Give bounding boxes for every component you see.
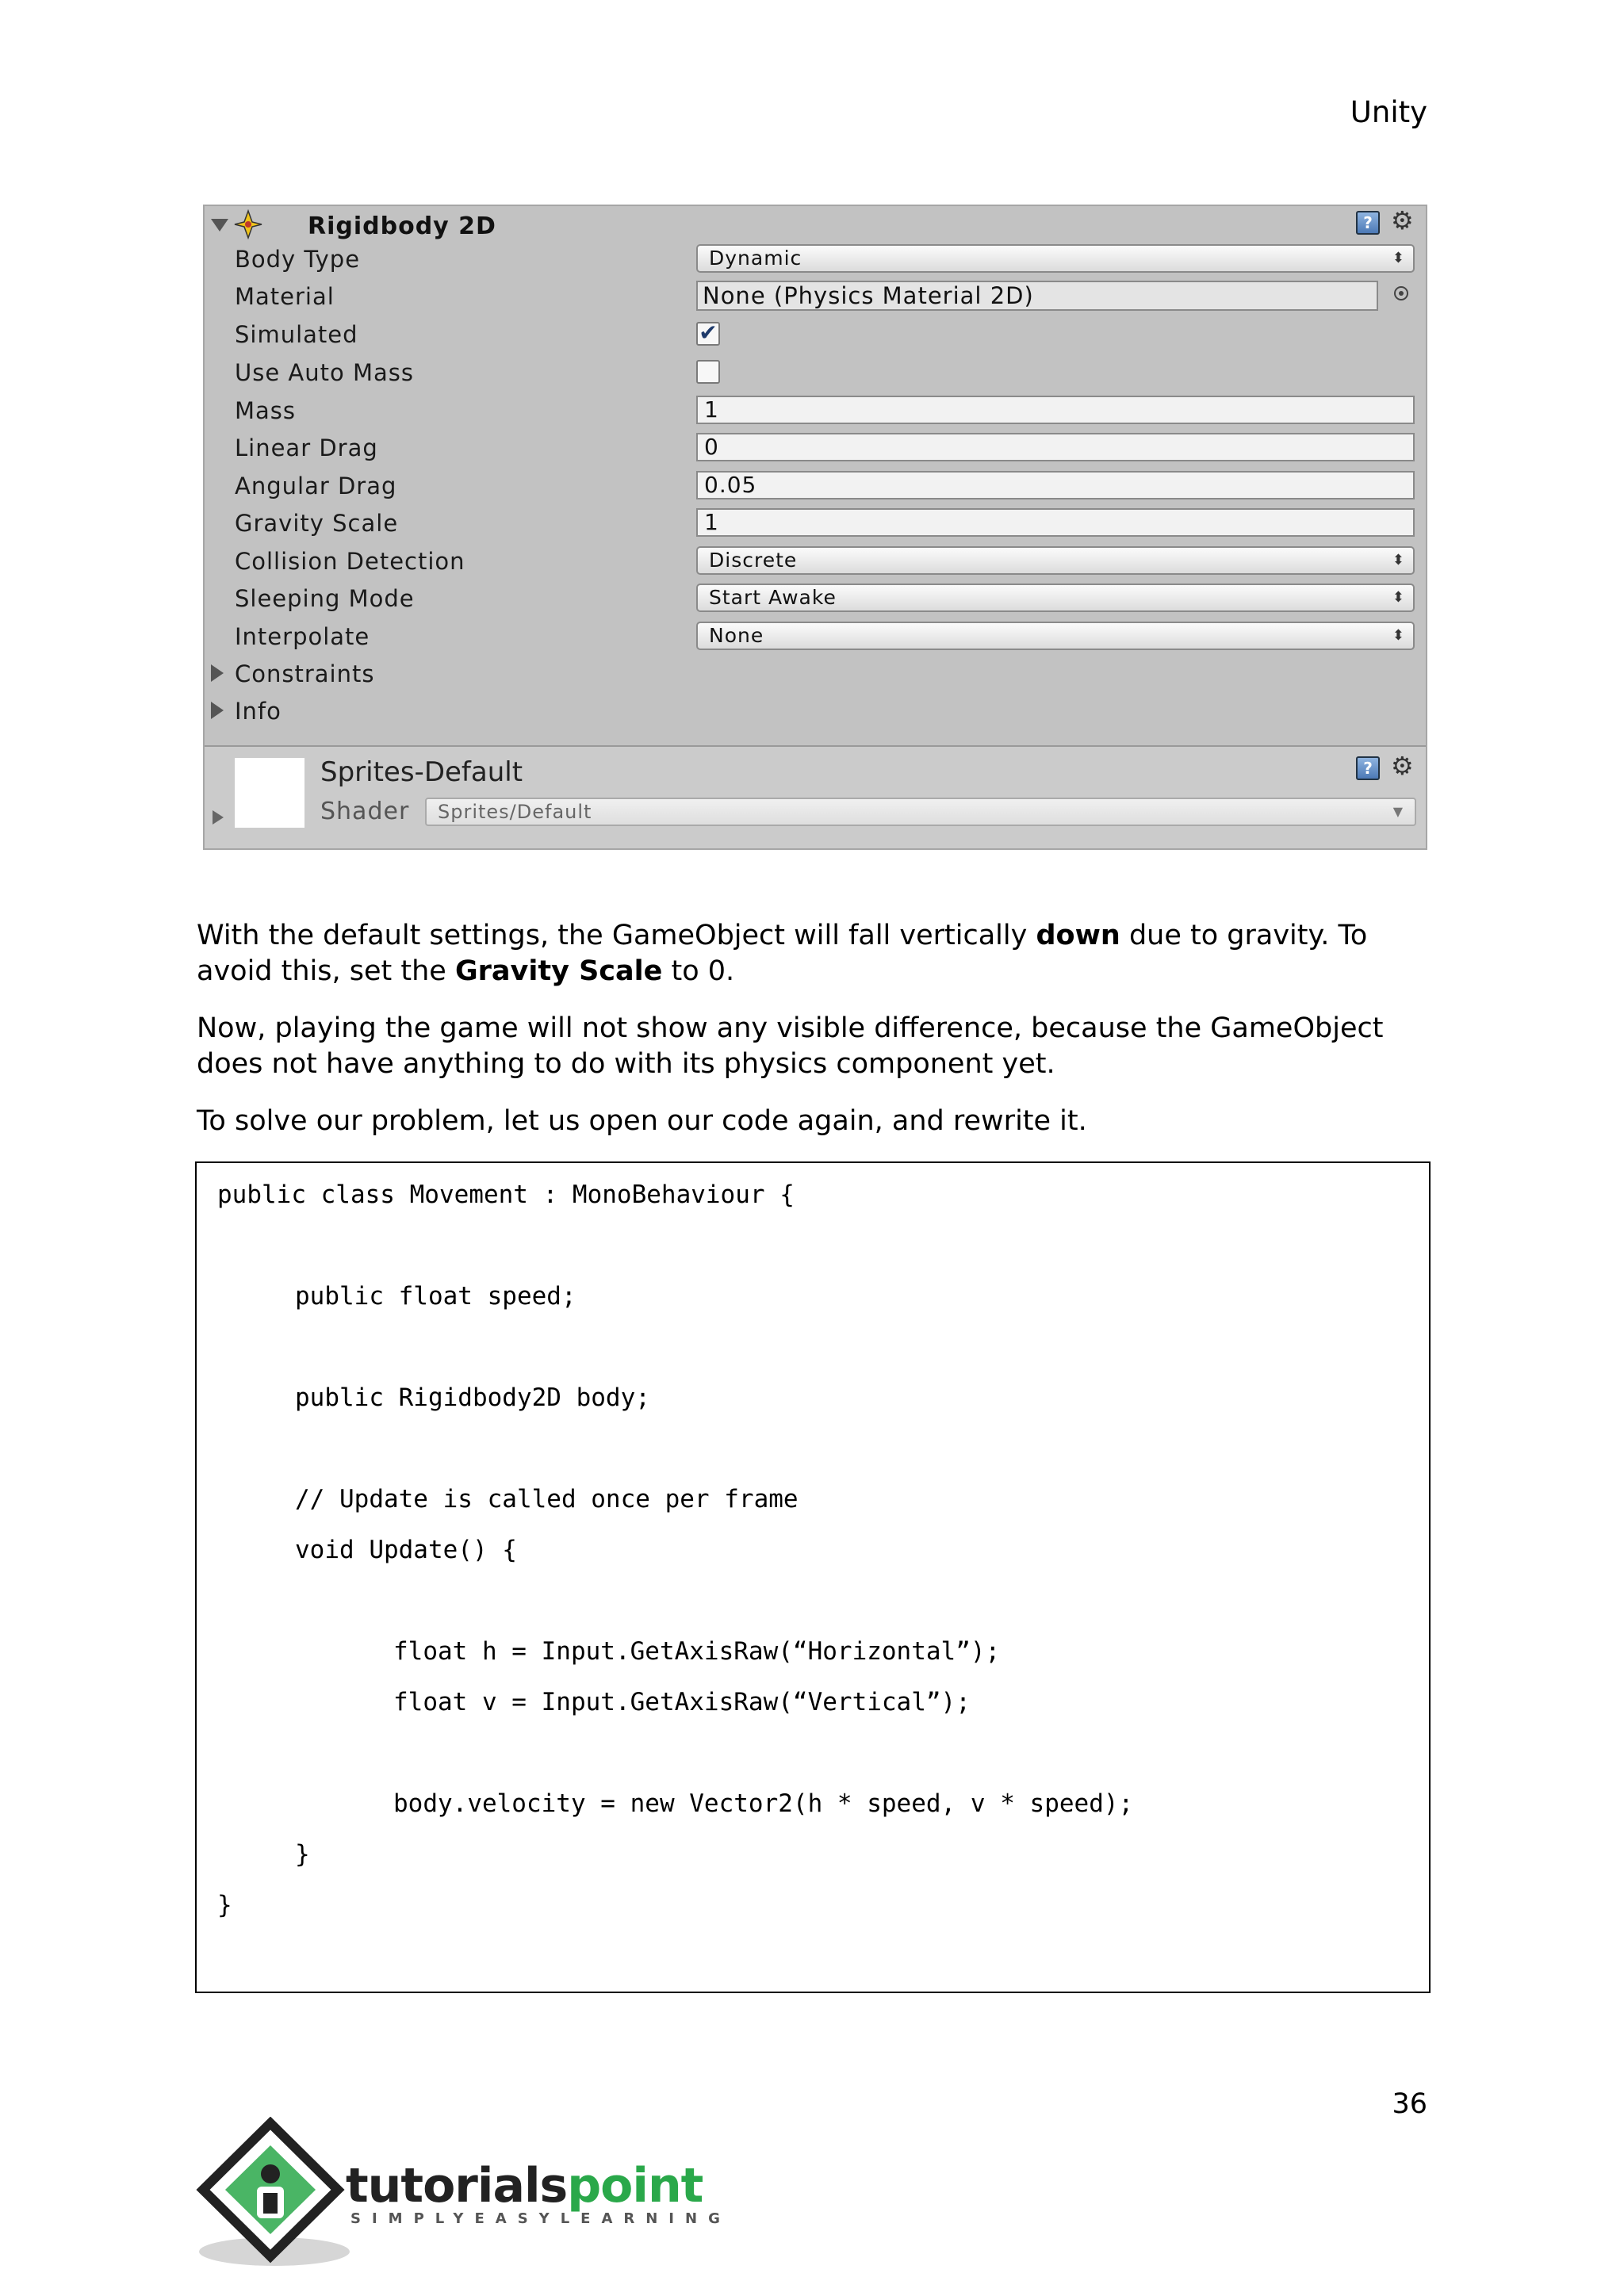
field-label: Linear Drag: [235, 434, 378, 461]
material-section: [205, 747, 1426, 848]
component-title: Rigidbody 2D: [308, 212, 496, 240]
row-mass: [205, 392, 1426, 427]
foldout-label: Info: [235, 698, 282, 725]
code-line: void Update() {: [295, 1536, 517, 1564]
foldout-info[interactable]: [205, 693, 1426, 728]
interpolate-dropdown[interactable]: [696, 622, 1415, 650]
row-collision-detection: [205, 543, 1426, 578]
row-angular-drag: [205, 468, 1426, 503]
code-line: public class Movement : MonoBehaviour {: [217, 1181, 795, 1209]
field-label: Material: [235, 283, 335, 310]
text-run: due to gravity. To avoid this, set the: [197, 920, 1368, 987]
rigidbody2d-inspector: [203, 205, 1427, 850]
logo-text-part2: point: [567, 2158, 703, 2214]
row-use-auto-mass: [205, 354, 1426, 389]
bold-text: down: [1036, 920, 1120, 951]
tutorialspoint-logo: [195, 2117, 731, 2275]
running-header: Unity: [1350, 95, 1427, 129]
logo-text-part1: tutorials: [346, 2158, 568, 2214]
field-label: Mass: [235, 397, 297, 424]
code-line: }: [217, 1891, 232, 1919]
dropdown-arrows-icon: ⬍: [1392, 589, 1405, 606]
angular-drag-input[interactable]: 0.05: [696, 471, 1415, 499]
chevron-down-icon: ▼: [1392, 804, 1404, 819]
row-simulated: [205, 316, 1426, 351]
code-line: public float speed;: [295, 1282, 576, 1311]
field-label: Sleeping Mode: [235, 585, 415, 612]
expand-arrow-icon[interactable]: [211, 702, 224, 719]
logo-emblem-icon: [195, 2117, 354, 2275]
row-sleeping-mode: [205, 580, 1426, 615]
dropdown-value: Discrete: [709, 549, 798, 572]
field-label: Use Auto Mass: [235, 359, 414, 386]
material-preview: [235, 758, 304, 828]
rigidbody-icon: [233, 209, 263, 239]
row-linear-drag: [205, 430, 1426, 465]
bold-text: Gravity Scale: [454, 955, 663, 987]
mass-input[interactable]: 1: [696, 396, 1415, 424]
material-object-field[interactable]: None (Physics Material 2D): [696, 281, 1378, 311]
expand-arrow-icon[interactable]: [211, 664, 224, 682]
code-line: body.velocity = new Vector2(h * speed, v * speed);: [393, 1789, 1134, 1818]
body-type-dropdown[interactable]: [696, 244, 1415, 273]
paragraph-no-difference: Now, playing the game will not show any visible difference, because the GameObject does not have anything to do with its physics component yet.: [197, 1012, 1384, 1080]
dropdown-value: Dynamic: [709, 247, 802, 270]
paragraph-solve: To solve our problem, let us open our code again, and rewrite it.: [197, 1105, 1087, 1137]
text-run: to 0.: [662, 955, 735, 987]
linear-drag-input[interactable]: 0: [696, 433, 1415, 461]
paragraph-gravity: [197, 918, 1431, 989]
field-label: Body Type: [235, 246, 361, 273]
dropdown-value: None: [709, 624, 764, 647]
code-line: }: [295, 1840, 310, 1869]
dropdown-arrows-icon: ⬍: [1392, 552, 1405, 568]
row-body-type: [205, 241, 1426, 276]
expand-arrow-icon[interactable]: [213, 810, 224, 825]
shader-dropdown[interactable]: [425, 798, 1416, 826]
code-comment: // Update is called once per frame: [295, 1485, 799, 1513]
help-book-icon[interactable]: ?: [1356, 211, 1380, 235]
help-book-icon[interactable]: ?: [1356, 756, 1380, 780]
dropdown-arrows-icon: ⬍: [1392, 627, 1405, 644]
row-material: [205, 278, 1426, 313]
object-picker-icon[interactable]: [1394, 286, 1408, 300]
code-line: public Rigidbody2D body;: [295, 1383, 650, 1412]
page-number: 36: [1392, 2088, 1427, 2120]
shader-label: Shader: [320, 798, 410, 825]
field-label: Simulated: [235, 321, 358, 348]
dropdown-value: Sprites/Default: [438, 801, 592, 823]
foldout-label: Constraints: [235, 660, 375, 687]
field-label: Collision Detection: [235, 548, 465, 575]
gear-icon[interactable]: ⚙: [1391, 205, 1414, 235]
gear-icon[interactable]: ⚙: [1391, 751, 1414, 781]
sleeping-mode-dropdown[interactable]: [696, 584, 1415, 612]
field-label: Angular Drag: [235, 473, 397, 499]
material-name: Sprites-Default: [320, 756, 523, 788]
component-header[interactable]: [205, 206, 1426, 243]
simulated-checkbox[interactable]: ✔: [696, 322, 720, 346]
field-label: Interpolate: [235, 623, 370, 650]
field-label: Gravity Scale: [235, 510, 399, 537]
text-run: With the default settings, the GameObject will fall vertically: [197, 920, 1036, 951]
row-gravity-scale: [205, 505, 1426, 540]
code-line: float v = Input.GetAxisRaw(“Vertical”);: [393, 1688, 971, 1716]
dropdown-value: Start Awake: [709, 586, 837, 609]
collapse-arrow-icon[interactable]: [211, 219, 228, 232]
row-interpolate: [205, 618, 1426, 653]
code-block: [195, 1161, 1431, 1993]
gravity-scale-input[interactable]: 1: [696, 508, 1415, 537]
code-line: float h = Input.GetAxisRaw(“Horizontal”);: [393, 1637, 1001, 1666]
logo-tagline: SIMPLYEASYLEARNING: [350, 2210, 731, 2227]
logo-wordmark: [346, 2158, 703, 2214]
foldout-constraints[interactable]: [205, 656, 1426, 691]
dropdown-arrows-icon: ⬍: [1392, 250, 1405, 266]
use-auto-mass-checkbox[interactable]: [696, 360, 720, 384]
collision-detection-dropdown[interactable]: [696, 546, 1415, 575]
